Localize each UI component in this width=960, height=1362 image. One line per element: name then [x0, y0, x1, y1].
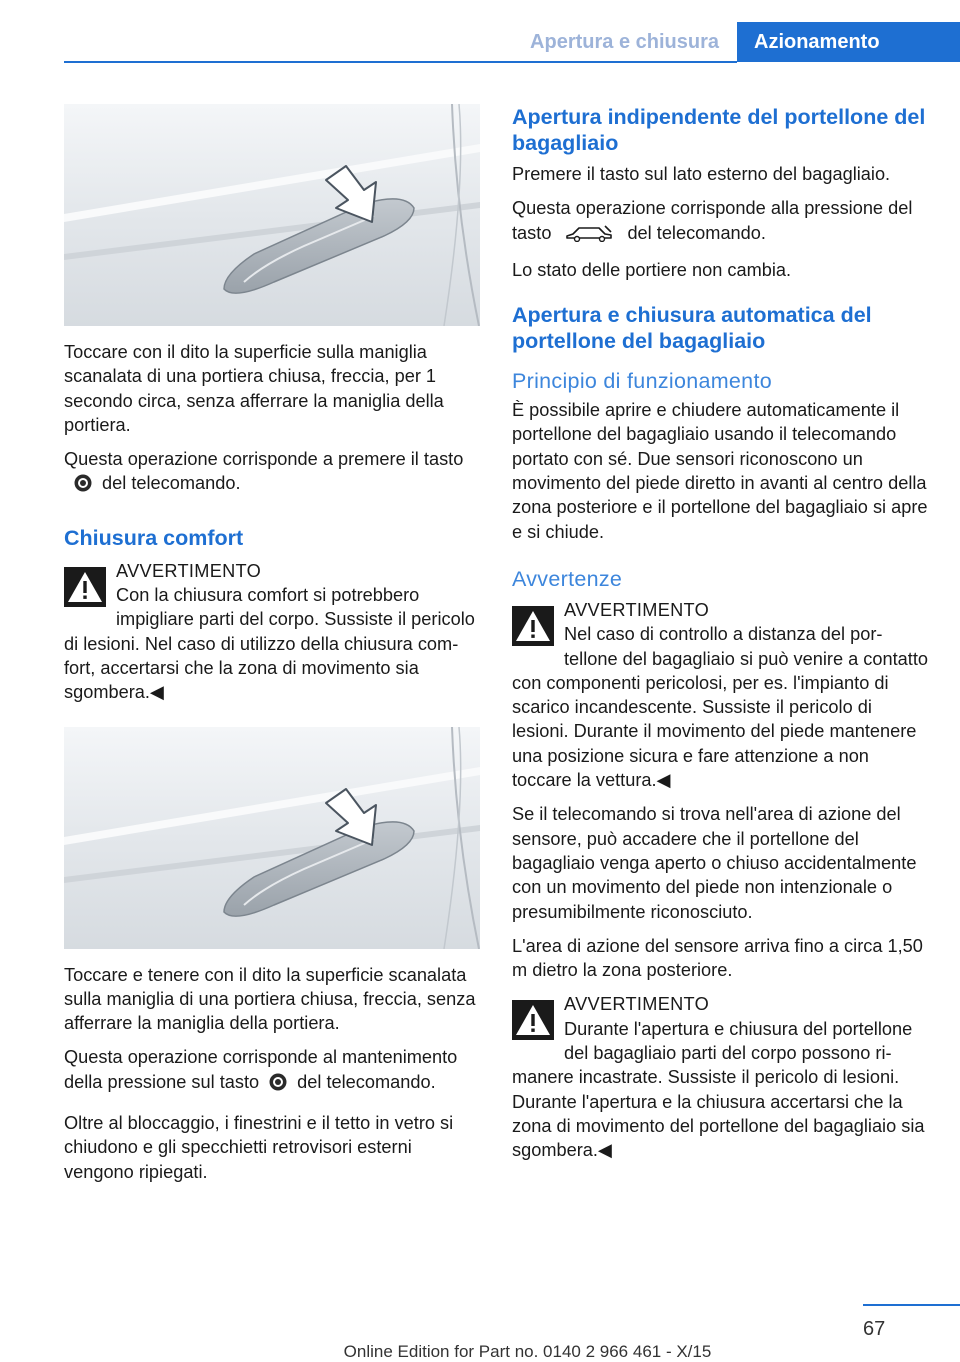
- page-number: 67: [863, 1318, 886, 1340]
- warning-triangle-icon: [64, 567, 106, 607]
- paragraph-windows-mirrors: Oltre al bloccaggio, i finestrini e il tetto in vetro si chiudono e gli specchietti retrovisori esterni vengono ripiegati.: [64, 1113, 454, 1182]
- paragraph-equivalent-tailgate-key: [512, 196, 928, 248]
- heading-automatic-tailgate: Apertura e chiusura automatica del portellone del bagagliaio: [512, 303, 872, 354]
- footer-rule: [863, 1304, 960, 1306]
- paragraph-press-key: Premere il tasto sul lato esterno del bagagliaio.: [512, 164, 891, 184]
- warning-text: Durante l'apertura e chiusura del portellone del bagagliaio parti del corpo possono rimanere incastrate. Sussiste il pericolo di lesioni. Durante l'apertura e la chiusura accertarsi che la zona di movimento del portellone del bagagliaio sia sgombera.◀: [512, 1018, 925, 1161]
- lock-key-icon: [74, 474, 92, 498]
- text-after-icon: del telecomando.: [102, 473, 241, 494]
- warning-label: AVVERTIMENTO: [116, 560, 262, 581]
- door-handle-figure-1: [64, 104, 480, 326]
- left-column: [64, 104, 482, 1194]
- door-handle-illustration: [64, 727, 480, 949]
- paragraph-accidental-opening: Se il telecomando si trova nell'area di azione del sensore, può accadere che il portellone del bagagliaio venga aperto o chiuso accidentalmente con un movimento del piede non intenzionale o presumibilmente riconosciuto.: [512, 804, 917, 922]
- paragraph-equivalent-key: [64, 447, 482, 499]
- heading-operating-principle: Principio di funzionamento: [512, 369, 772, 394]
- paragraph-sensor-range: L'area di azione del sensore arriva fino a circa 1,50 m dietro la zona posteriore.: [512, 935, 923, 981]
- page-header: [0, 0, 960, 62]
- paragraph-touch-hold-handle: Toccare e tenere con il dito la superficie scanalata sulla maniglia di una portiera chiusa, freccia, senza afferrare la maniglia della portiera.: [64, 964, 476, 1034]
- warning-remote-control: [512, 598, 928, 792]
- text-before-icon: Questa operazione corrisponde alla pressione del tasto: [512, 198, 913, 243]
- warning-text: Con la chiusura comfort si potrebbero impigliare parti del corpo. Sussiste il pericolo di lesioni. Nel caso di utilizzo della chiusura comfort, accertarsi che la zona di movimento sia sgombera.◀: [64, 585, 475, 703]
- paragraph-door-status: Lo stato delle portiere non cambia.: [512, 259, 792, 280]
- warning-label: AVVERTIMENTO: [564, 994, 710, 1015]
- heading-notes: Avvertenze: [512, 566, 623, 591]
- header-rule: [64, 61, 737, 63]
- warning-body-parts: [512, 992, 928, 1162]
- heading-comfort-close: Chiusura comfort: [64, 525, 244, 550]
- paragraph-touch-handle: Toccare con il dito la superficie sulla maniglia scanalata di una portiera chiusa, freccia, per 1 secondo circa, senza afferrare la maniglia della portiera.: [64, 342, 444, 435]
- text-after-icon: del telecomando.: [627, 222, 766, 243]
- door-handle-figure-2: [64, 727, 480, 949]
- tailgate-key-icon: [565, 224, 613, 248]
- paragraph-equivalent-hold-key: [64, 1045, 482, 1097]
- header-section-title: Apertura e chiusura: [530, 31, 719, 53]
- heading-independent-tailgate: Apertura indipendente del portellone del bagagliaio: [512, 105, 926, 155]
- text-before-icon: Questa operazione corrisponde al mantenimento della pressione sul tasto: [64, 1047, 458, 1092]
- warning-text: Nel caso di controllo a distanza del portellone del bagagliaio si può venire a contatto con componenti pericolosi, per es. l'impianto di scarico incandescente. Sussiste il pericolo di lesioni. Durante il movimento del piede mantenere una posizione sicura e fare attenzione a non toccare la vettura.◀: [512, 624, 929, 791]
- footer-edition: Online Edition for Part no. 0140 2 966 461 - X/15: [343, 1342, 712, 1361]
- warning-triangle-icon: [512, 606, 554, 646]
- lock-key-icon: [269, 1073, 287, 1097]
- warning-comfort: [64, 559, 482, 705]
- text-before-icon: Questa operazione corrisponde a premere il tasto: [64, 449, 464, 470]
- door-handle-illustration: [64, 104, 480, 326]
- text-after-icon: del telecomando.: [297, 1071, 436, 1092]
- header-chapter-tab: Azionamento: [737, 22, 960, 62]
- right-column: [512, 104, 928, 1173]
- warning-triangle-icon: [512, 1000, 554, 1040]
- warning-label: AVVERTIMENTO: [564, 599, 710, 620]
- paragraph-principle: È possibile aprire e chiudere automaticamente il portellone del bagagliaio usando il telecomando portato con sé. Due sensori riconoscono un movimento del piede diretto in avanti al centro della zona posteriore e il portellone del bagagliaio si apre e si chiude.: [512, 400, 928, 542]
